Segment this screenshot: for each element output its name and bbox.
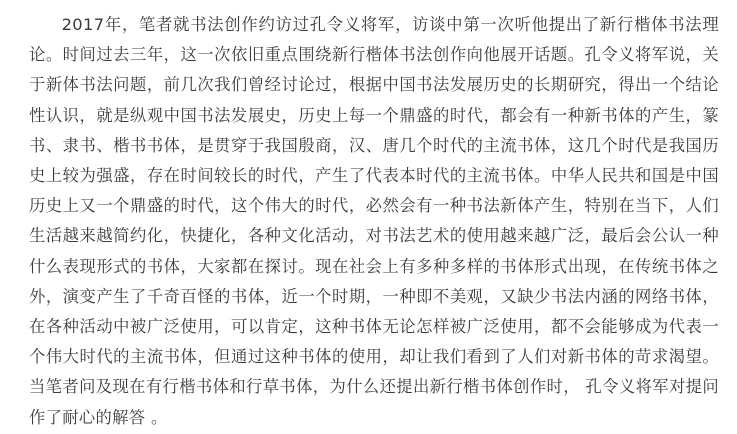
article-paragraph: 2017年，笔者就书法创作约访过孔令义将军，访谈中第一次听他提出了新行楷体书法理论。时间过去三年，这一次依旧重点围绕新行楷体书法创作向他展开话题。孔令义将军说，关于新体书法问题，前几次我们曾经讨论过，根据中国书法发展历史的长期研究，得出一个结论性认识，就是纵观中国书法发展史，历史上每一个鼎盛的时代，都会有一种新书体的产生，篆书、隶书、楷书书体，是贯穿于我国殷商，汉、唐几个时代的主流书体，这几个时代是我国历史上较为强盛，存在时间较长的时代，产生了代表本时代的主流书体。中华人民共和国是中国历史上又一个鼎盛的时代，这个伟大的时代，必然会有一种书法新体产生，特别在当下，人们生活越来越简约化，快捷化，各种文化活动，对书法艺术的使用越来越广泛，最后会公认一种什么表现形式的书体，大家都在探讨。现在社会上有多种多样的书体形式出现，在传统书体之外，演变产生了千奇百怪的书体，近一个时期，一种即不美观，又缺少书法内涵的网络书体，在各种活动中被广泛使用，可以肯定，这种书体无论怎样被广泛使用，都不会能够成为代表一个伟大时代的主流书体，但通过这种书体的使用，却让我们看到了人们对新书体的苛求渴望。当笔者问及现在有行楷书体和行草书体，为什么还提出新行楷书体创作时， 孔令义将军对提问作了耐心的解答 。: [29, 15, 719, 427]
